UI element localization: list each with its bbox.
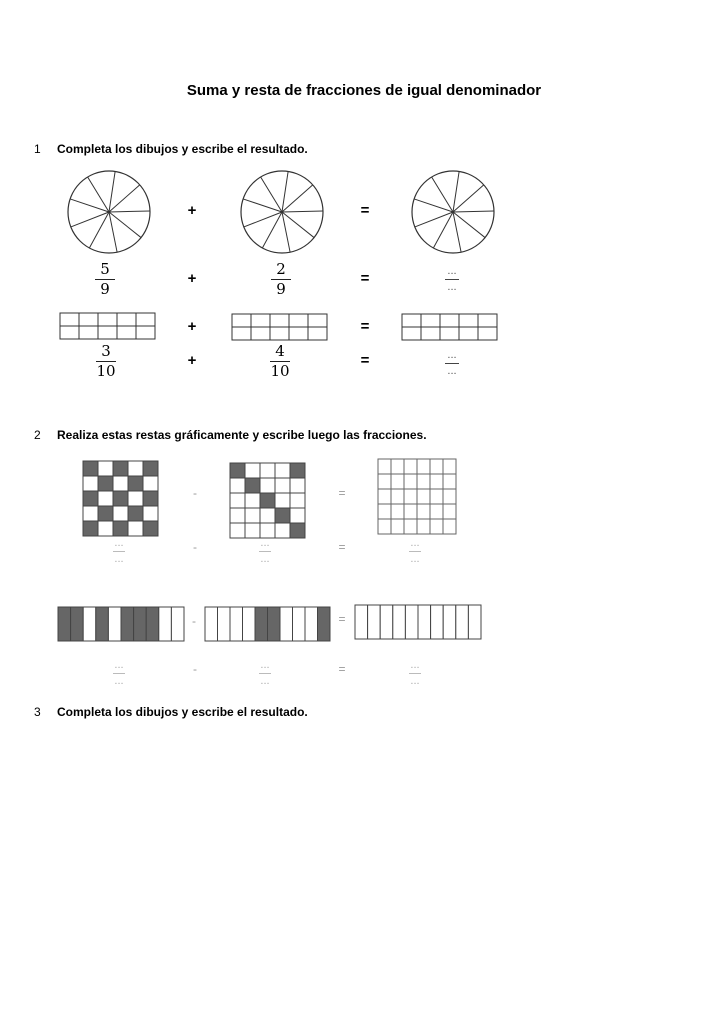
fraction-numerator: 5 (100, 260, 110, 278)
fraction-numerator: ... (114, 659, 124, 671)
fraction-numerator: ... (447, 265, 457, 277)
fraction-numerator: ... (260, 659, 270, 671)
fraction-numerator: ... (410, 537, 420, 549)
strip-cell (146, 607, 159, 641)
fraction-bar (259, 673, 271, 674)
strip-cell (393, 605, 406, 639)
exercise-3-number: 3 (34, 705, 41, 719)
equals-sign: = (338, 486, 346, 500)
strip-cell (218, 607, 231, 641)
exercise-1-instruction: Completa los dibujos y escribe el resultado. (57, 142, 308, 156)
strip-cell (355, 605, 368, 639)
strip-cell (230, 607, 243, 641)
plus-sign: + (187, 352, 197, 369)
fraction-strip (205, 607, 330, 641)
exercise-2-number: 2 (34, 428, 41, 442)
fraction-denominator: ... (114, 675, 124, 687)
minus-sign: - (193, 540, 197, 554)
strip-cell (380, 605, 393, 639)
fraction-denominator: ... (114, 553, 124, 565)
fraction-numerator: ... (447, 349, 457, 361)
fraction-denominator: ... (260, 675, 270, 687)
equals-sign: = (360, 318, 370, 335)
page-title: Suma y resta de fracciones de igual denominador (186, 82, 542, 99)
strip-cell (121, 607, 134, 641)
strip-cell (71, 607, 84, 641)
equals-sign: = (338, 612, 346, 626)
fraction-denominator: ... (260, 553, 270, 565)
strip-cell (255, 607, 268, 641)
minus-sign: - (193, 662, 197, 676)
fraction-numerator: ... (410, 659, 420, 671)
fraction-denominator: 9 (276, 280, 286, 298)
fraction-denominator: ... (447, 281, 457, 293)
fraction-denominator: 10 (96, 362, 116, 380)
strip-cell (293, 607, 306, 641)
fraction-numerator: ... (114, 537, 124, 549)
fraction-numerator: 4 (275, 342, 285, 360)
strip-cell (268, 607, 281, 641)
strip-cell (305, 607, 318, 641)
exercise-3-instruction: Completa los dibujos y escribe el resultado. (57, 705, 308, 719)
plus-sign: + (187, 202, 197, 219)
fraction-denominator: ... (410, 553, 420, 565)
strip-cell (96, 607, 109, 641)
blank-fraction[interactable] (245, 660, 285, 687)
strip-cell (368, 605, 381, 639)
fraction-denominator: 9 (100, 280, 110, 298)
plus-sign: + (187, 318, 197, 335)
fraction-numerator: 3 (101, 342, 111, 360)
strip-cell (456, 605, 469, 639)
equals-sign: = (360, 202, 370, 219)
strip-cell (205, 607, 218, 641)
equals-sign: = (338, 540, 346, 554)
strip-cell (418, 605, 431, 639)
strip-cell (280, 607, 293, 641)
fraction-numerator: 2 (276, 260, 286, 278)
blank-fraction[interactable] (395, 660, 435, 687)
minus-sign: - (193, 486, 197, 500)
strip-cell (108, 607, 121, 641)
strip-cell (468, 605, 481, 639)
fraction-bar (409, 673, 421, 674)
strip-cell (443, 605, 456, 639)
minus-sign: - (192, 614, 196, 628)
fraction-bar (113, 673, 125, 674)
strip-cell (159, 607, 172, 641)
equals-sign: = (360, 352, 370, 369)
strip-cell (171, 607, 184, 641)
strip-cell (405, 605, 418, 639)
strip-cell (83, 607, 96, 641)
plus-sign: + (187, 270, 197, 287)
strip-cell (318, 607, 331, 641)
equals-sign: = (338, 662, 346, 676)
fraction-denominator: ... (410, 675, 420, 687)
exercise-1-number: 1 (34, 142, 41, 156)
strip-cell (134, 607, 147, 641)
strip-cell (243, 607, 256, 641)
fraction-denominator: ... (447, 365, 457, 377)
strip-cell (58, 607, 71, 641)
fraction-denominator: 10 (270, 362, 290, 380)
fraction-strip (355, 605, 481, 639)
blank-fraction[interactable] (99, 660, 139, 687)
fraction-strip (58, 607, 184, 641)
fraction-numerator: ... (260, 537, 270, 549)
exercise-2-instruction: Realiza estas restas gráficamente y escribe luego las fracciones. (57, 428, 427, 442)
strip-cell (431, 605, 444, 639)
equals-sign: = (360, 270, 370, 287)
